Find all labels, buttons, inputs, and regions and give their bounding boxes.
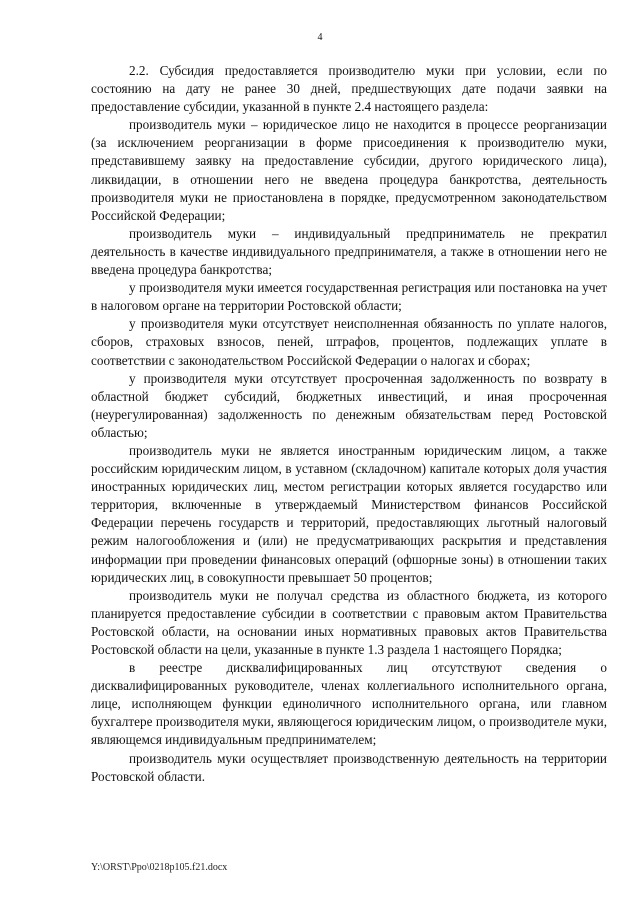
paragraph-2-2-intro: 2.2. Субсидия предоставляется производителю муки при условии, если по состоянию на дату не ранее 30 дней, предшествующих дате подачи заявки на предоставление субсидии, указанной в пункте 2.4 настоящего раздела: (91, 63, 607, 115)
paragraph-no-other-funds: производитель муки не получал средства из областного бюджета, из которого планируется предоставление субсидии в соответствии с правовым актом Правительства Ростовской области, на основании иных нормативных правовых актов Правительства Ростовской области на цели, указанные в пункте 1.3 раздела 1 настоящего Порядка; (91, 587, 607, 657)
paragraph-no-reorganization: производитель муки – юридическое лицо не находится в процессе реорганизации (за исключением реорганизации в форме присоединения к производителю муки, представившему заявку на предоставление субсидии, другого юридического лица), ликвидации, в отношении него не введена процедура банкротства, деятельность производителя муки не приостановлена в порядке, предусмотренном законодательством Российской Федерации; (91, 117, 607, 223)
page-number: 4 (317, 32, 323, 43)
paragraph-production-territory: производитель муки осуществляет производственную деятельность на территории Ростовской области. (91, 750, 607, 784)
paragraph-entrepreneur-active: производитель муки – индивидуальный предприниматель не прекратил деятельность в качестве индивидуального предпринимателя, а также в отношении него не введена процедура банкротства; (91, 225, 607, 278)
paragraph-disqualified-registry: в реестре дисквалифицированных лиц отсутствуют сведения о дисквалифицированных руководителе, членах коллегиального исполнительного органа, лице, исполняющем функции единоличного исполнительного органа, или главном бухгалтере производителя муки, являющегося юридическим лицом, о производителе муки, являющемся индивидуальным предпринимателем; (91, 660, 607, 748)
paragraph-no-tax-debt: у производителя муки отсутствует неисполненная обязанность по уплате налогов, сборов, страховых взносов, пеней, штрафов, процентов, подлежащих уплате в соответствии с законодательством Российской Федерации о налогах и сборах; (91, 316, 607, 368)
footer-file-path: Y:\ORST\Ppo\0218p105.f21.docx (91, 862, 228, 873)
paragraph-not-foreign-entity: производитель муки не является иностранным юридическим лицом, а также российским юридическим лицом, в уставном (складочном) капитале которых доля участия иностранных юридических лиц, местом регистрации которых является государство или территория, включенные в утверждаемый Министерством финансов Российской Федерации перечень государств и территорий, предоставляющих льготный налоговый режим налогообложения и (или) не предусматривающих раскрытия и представления информации при проведении финансовых операций (офшорные зоны) в отношении таких юридических лиц, в совокупности превышает 50 процентов; (91, 442, 607, 585)
paragraph-registration: у производителя муки имеется государственная регистрация или постановка на учет в налоговом органе на территории Ростовской области; (91, 280, 607, 314)
document-body (91, 62, 607, 786)
paragraph-no-overdue-debt: у производителя муки отсутствует просроченная задолженность по возврату в областной бюджет субсидий, бюджетных инвестиций, и иная просроченная (неурегулированная) задолженность по денежным обязательствам перед Ростовской областью; (91, 370, 607, 440)
